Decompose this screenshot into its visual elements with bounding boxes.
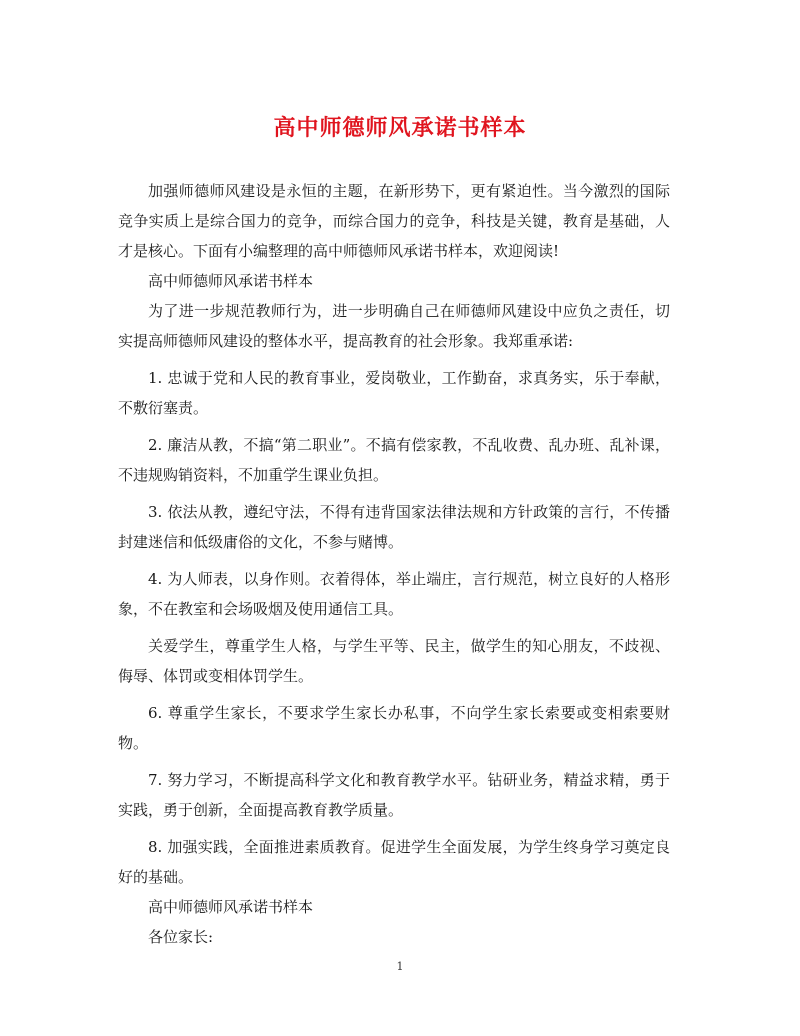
- paragraph-item-4: 4. 为人师表，以身作则。衣着得体，举止端庄，言行规范，树立良好的人格形象，不在教室和会场吸烟及使用通信工具。: [118, 570, 670, 618]
- paragraph-item-3: 3. 依法从教，遵纪守法，不得有违背国家法律法规和方针政策的言行，不传播封建迷信和低级庸俗的文化，不参与赌博。: [118, 503, 670, 551]
- paragraph-item-6: 6. 尊重学生家长，不要求学生家长办私事，不向学生家长索要或变相索要财物。: [118, 704, 670, 752]
- document-body: [118, 176, 670, 952]
- document-title: 高中师德师风承诺书样本: [273, 115, 527, 141]
- paragraph-item-7: 7. 努力学习，不断提高科学文化和教育教学水平。钻研业务，精益求精，勇于实践，勇于创新，全面提高教育教学质量。: [118, 771, 670, 819]
- paragraph-heading-2: 高中师德师风承诺书样本: [148, 898, 314, 916]
- paragraph-item-5: 关爱学生，尊重学生人格，与学生平等、民主，做学生的知心朋友，不歧视、侮辱、体罚或变相体罚学生。: [118, 637, 670, 685]
- paragraph-item-8: 8. 加强实践，全面推进素质教育。促进学生全面发展，为学生终身学习奠定良好的基础。: [118, 838, 670, 886]
- paragraph-preamble: 为了进一步规范教师行为，进一步明确自己在师德师风建设中应负之责任，切实提高师德师风建设的整体水平，提高教育的社会形象。我郑重承诺:: [118, 302, 670, 350]
- paragraph-item-1: 1. 忠诚于党和人民的教育事业，爱岗敬业，工作勤奋，求真务实，乐于奉献，不敷衍塞责。: [118, 369, 670, 417]
- page-number: 1: [396, 960, 404, 973]
- paragraph-item-2: 2. 廉洁从教，不搞“第二职业”。不搞有偿家教，不乱收费、乱办班、乱补课，不违规购销资料，不加重学生课业负担。: [118, 436, 670, 484]
- paragraph-intro: 加强师德师风建设是永恒的主题，在新形势下，更有紧迫性。当今激烈的国际竞争实质上是综合国力的竞争，而综合国力的竞争，科技是关键，教育是基础，人才是核心。下面有小编整理的高中师德师风承诺书样本，欢迎阅读!: [118, 182, 670, 260]
- paragraph-heading: 高中师德师风承诺书样本: [148, 272, 314, 290]
- paragraph-salutation: 各位家长:: [148, 928, 214, 946]
